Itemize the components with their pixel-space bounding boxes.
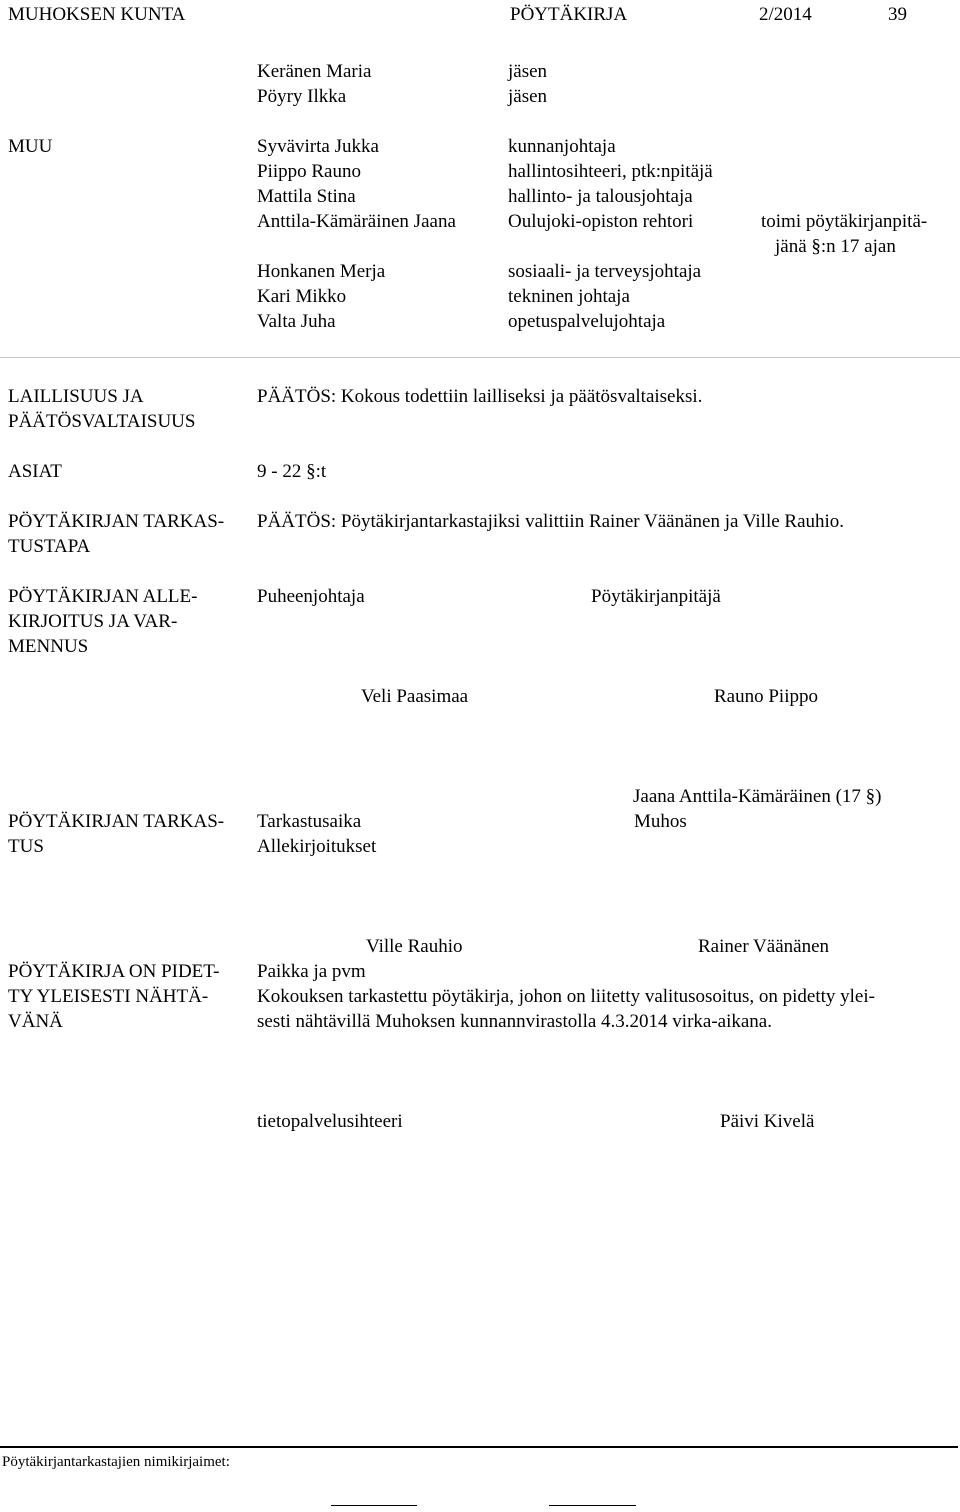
section-label-tarkastus: TUS [8,836,44,857]
signatures-label: Allekirjoitukset [257,836,377,857]
decision-text: PÄÄTÖS: Kokous todettiin lailliseksi ja päätösvaltaiseksi. [257,386,703,407]
section-label-allekirjoitus: MENNUS [8,636,89,657]
decision-text: PÄÄTÖS: Pöytäkirjantarkastajiksi valittiin Rainer Väänänen ja Ville Rauhio. [257,511,845,532]
chair-name: Veli Paasimaa [361,686,469,707]
place-date-label: Paikka ja pvm [257,961,366,982]
person-role: Oulujoki-opiston rehtori [508,211,694,232]
person-name: Mattila Stina [257,186,356,207]
inspection-place: Muhos [634,811,687,832]
public-display-text: Kokouksen tarkastettu pöytäkirja, johon on liitetty valitusosoitus, on pidetty ylei- [257,986,875,1007]
section-divider [0,357,960,358]
person-name: Honkanen Merja [257,261,386,282]
section-label-tarkastustapa: TUSTAPA [8,536,91,557]
footer-divider [0,1446,958,1448]
secretary-note-line1: toimi pöytäkirjanpitä- [761,211,928,232]
person-name: Valta Juha [257,311,336,332]
person-name: Anttila-Kämäräinen Jaana [257,211,456,232]
person-name: Syvävirta Jukka [257,136,379,157]
member-name: Pöyry Ilkka [257,86,347,107]
section-label-allekirjoitus: KIRJOITUS JA VAR- [8,611,178,632]
section-label-nahtavana: TY YLEISESTI NÄHTÄ- [8,986,209,1007]
items-range: 9 - 22 §:t [257,461,327,482]
section-label-tarkastus: PÖYTÄKIRJAN TARKAS- [8,811,225,832]
certifier-name: Päivi Kivelä [720,1111,815,1132]
member-name: Keränen Maria [257,61,372,82]
inspection-time-label: Tarkastusaika [257,811,362,832]
member-role: jäsen [508,61,548,82]
secretary-note-line2: jänä §:n 17 ajan [775,236,896,257]
header-doc-type: PÖYTÄKIRJA [510,4,628,25]
person-role: hallintosihteeri, ptk:npitäjä [508,161,713,182]
chair-title: Puheenjohtaja [257,586,365,607]
extra-secretary-name: Jaana Anttila-Kämäräinen (17 §) [633,786,882,807]
section-label-nahtavana: PÖYTÄKIRJA ON PIDET- [8,961,220,982]
section-label-laillisuus: LAILLISUUS JA [8,386,144,407]
public-display-text: sesti nähtävillä Muhoksen kunnannvirastolla 4.3.2014 virka-aikana. [257,1011,772,1032]
section-label-asiat: ASIAT [8,461,62,482]
person-name: Kari Mikko [257,286,347,307]
section-label-nahtavana: VÄNÄ [8,1011,63,1032]
secretary-title: Pöytäkirjanpitäjä [591,586,721,607]
checker-name: Ville Rauhio [366,936,463,957]
checker-name: Rainer Väänänen [698,936,830,957]
section-label-laillisuus: PÄÄTÖSVALTAISUUS [8,411,196,432]
person-role: kunnanjohtaja [508,136,616,157]
section-label-tarkastustapa: PÖYTÄKIRJAN TARKAS- [8,511,225,532]
header-municipality: MUHOKSEN KUNTA [8,4,186,25]
section-label-muu: MUU [8,136,53,157]
certifier-title: tietopalvelusihteeri [257,1111,403,1132]
person-role: hallinto- ja talousjohtaja [508,186,693,207]
person-name: Piippo Rauno [257,161,361,182]
header-issue: 2/2014 [759,4,812,25]
footer-initials-label: Pöytäkirjantarkastajien nimikirjaimet: [2,1454,230,1470]
initials-signature-line [549,1505,636,1506]
initials-signature-line [331,1505,417,1506]
section-label-allekirjoitus: PÖYTÄKIRJAN ALLE- [8,586,198,607]
header-page-number: 39 [888,4,907,25]
person-role: tekninen johtaja [508,286,630,307]
person-role: sosiaali- ja terveysjohtaja [508,261,702,282]
member-role: jäsen [508,86,548,107]
secretary-name: Rauno Piippo [714,686,818,707]
person-role: opetuspalvelujohtaja [508,311,666,332]
